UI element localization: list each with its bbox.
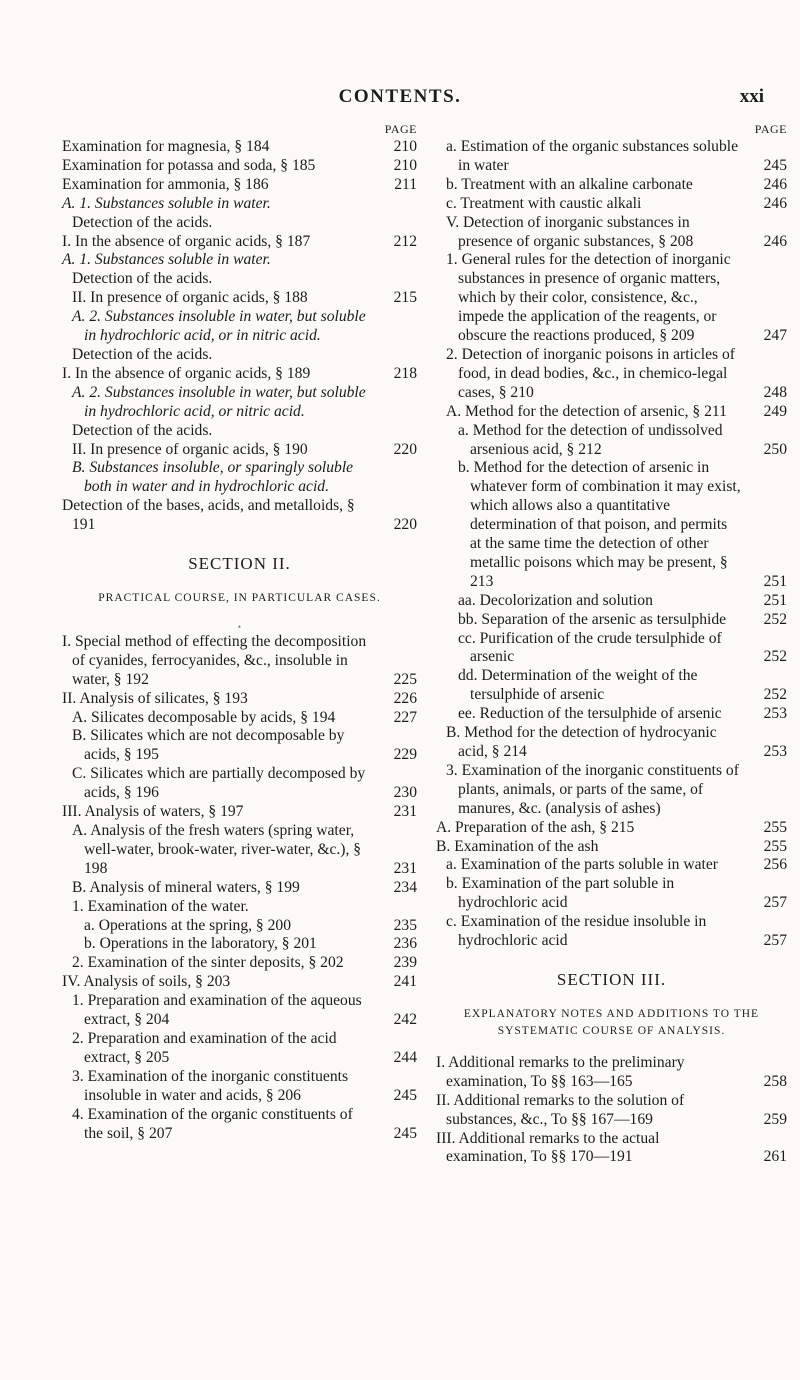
toc-entry-text: bb. Separation of the arsenic as tersulphide xyxy=(458,610,727,628)
toc-entry xyxy=(62,690,417,709)
toc-entry-text: 4. Examination of the organic constituents of the soil, § 207 xyxy=(72,1105,353,1142)
section-subtitle: PRACTICAL COURSE, IN PARTICULAR CASES. xyxy=(98,591,381,604)
toc-entry xyxy=(62,898,417,917)
toc-list xyxy=(62,633,417,1143)
toc-entry xyxy=(436,724,787,762)
toc-entry-page: 236 xyxy=(393,935,417,953)
toc-entry-text: b. Operations in the laboratory, § 201 xyxy=(84,935,317,953)
toc-entry xyxy=(436,1092,787,1130)
toc-entry xyxy=(436,195,787,214)
toc-entry-text: A. Method for the detection of arsenic, § 211 xyxy=(446,402,727,420)
toc-entry-page: 227 xyxy=(393,708,417,726)
toc-entry xyxy=(62,384,417,422)
toc-entry-page: 246 xyxy=(763,194,787,212)
toc-entry-page: 241 xyxy=(393,973,417,991)
toc-entry-page: 257 xyxy=(763,894,787,912)
toc-entry-page: 211 xyxy=(394,175,417,193)
toc-entry-page: 250 xyxy=(763,440,787,458)
toc-entry-page: 255 xyxy=(763,818,787,836)
toc-entry-text: dd. Determination of the weight of the tersulphide of arsenic xyxy=(458,667,698,704)
toc-entry xyxy=(62,973,417,992)
toc-entry xyxy=(436,611,787,630)
toc-entry xyxy=(62,992,417,1030)
toc-entry-text: Examination for magnesia, § 184 xyxy=(62,138,270,155)
toc-entry-text: 1. Examination of the water. xyxy=(72,897,249,915)
toc-entry-text: b. Method for the detection of arsenic in whatever form of combination it may exist, which allows also a quantitative determination of that poison, and permits at the same time the detection of other metallic poisons which may be present, § 213 xyxy=(458,459,741,590)
toc-entry xyxy=(436,819,787,838)
toc-entry-text: 1. General rules for the detection of inorganic substances in presence of organic matters, which by their color, consistence, &c., impede the application of the reagents, or obscure the reactions produced, § 209 xyxy=(446,251,731,345)
toc-entry xyxy=(436,403,787,422)
toc-entry-page: 251 xyxy=(763,572,787,590)
toc-list xyxy=(436,1054,787,1167)
toc-entry-text: Examination for ammonia, § 186 xyxy=(62,175,269,193)
toc-entry-text: II. In presence of organic acids, § 190 xyxy=(72,440,308,458)
toc-entry-page: 252 xyxy=(763,648,787,666)
toc-entry xyxy=(436,875,787,913)
toc-entry-page: 247 xyxy=(763,327,787,345)
toc-entry-page: 215 xyxy=(393,289,417,307)
toc-entry-page: 246 xyxy=(763,175,787,193)
toc-list xyxy=(436,138,787,951)
toc-entry xyxy=(62,709,417,728)
toc-entry-page: 234 xyxy=(393,878,417,896)
toc-entry-text: B. Examination of the ash xyxy=(436,837,599,855)
toc-entry-page: 253 xyxy=(763,743,787,760)
toc-entry-page: 261 xyxy=(763,1148,787,1166)
toc-entry xyxy=(436,667,787,705)
toc-list xyxy=(62,138,417,535)
toc-entry xyxy=(436,176,787,195)
toc-entry-text: Detection of the acids. xyxy=(72,213,213,231)
toc-entry-page: 230 xyxy=(393,784,417,802)
toc-entry-page: 231 xyxy=(393,859,417,877)
toc-entry xyxy=(436,838,787,857)
toc-entry-page: 229 xyxy=(393,746,417,764)
toc-entry-page: 225 xyxy=(393,670,417,688)
toc-entry xyxy=(62,917,417,936)
toc-entry xyxy=(62,822,417,879)
toc-entry-page: 245 xyxy=(393,1086,417,1104)
running-header xyxy=(0,86,800,110)
toc-entry xyxy=(62,441,417,460)
toc-entry-text: I. Additional remarks to the preliminary examination, To §§ 163—165 xyxy=(436,1053,685,1090)
toc-entry xyxy=(62,308,417,346)
toc-entry-page: 249 xyxy=(763,402,787,420)
toc-entry-text: B. Silicates which are not decomposable by acids, § 195 xyxy=(72,727,345,764)
toc-entry-text: V. Detection of inorganic substances in presence of organic substances, § 208 xyxy=(446,213,694,250)
toc-entry-text: I. In the absence of organic acids, § 189 xyxy=(62,364,311,382)
toc-entry-text: 2. Preparation and examination of the acid extract, § 205 xyxy=(72,1029,337,1066)
toc-entry xyxy=(62,727,417,765)
toc-entry-text: Examination for potassa and soda, § 185 xyxy=(62,156,316,174)
toc-entry-text: b. Treatment with an alkaline carbonate xyxy=(446,175,693,193)
page-number: xxi xyxy=(739,86,764,107)
toc-entry-page: 212 xyxy=(393,232,417,250)
toc-entry-page: 226 xyxy=(393,689,417,707)
toc-entry xyxy=(436,1054,787,1092)
toc-entry-text: A. 2. Substances insoluble in water, but soluble in hydrochloric acid, or in nitric acid. xyxy=(72,308,366,345)
toc-entry-text: a. Method for the detection of undissolved arsenious acid, § 212 xyxy=(458,421,723,458)
toc-entry-page: 246 xyxy=(763,232,787,250)
toc-entry xyxy=(62,803,417,822)
toc-entry-page: 245 xyxy=(763,156,787,174)
toc-entry-page: 210 xyxy=(393,138,417,155)
toc-entry-text: a. Estimation of the organic substances soluble in water xyxy=(446,138,739,174)
toc-entry xyxy=(62,459,417,497)
toc-entry xyxy=(436,1130,787,1168)
toc-entry xyxy=(436,592,787,611)
toc-entry xyxy=(436,214,787,252)
toc-entry-text: A. Preparation of the ash, § 215 xyxy=(436,818,635,836)
toc-entry-text: ee. Reduction of the tersulphide of arsenic xyxy=(458,705,722,723)
left-column xyxy=(62,120,417,1143)
page-column-label: PAGE xyxy=(754,122,787,136)
toc-entry xyxy=(62,1030,417,1068)
toc-entry-text: IV. Analysis of soils, § 203 xyxy=(62,973,231,991)
toc-entry xyxy=(62,233,417,252)
toc-entry xyxy=(62,176,417,195)
toc-entry-page: 259 xyxy=(763,1110,787,1128)
toc-entry-text: II. Additional remarks to the solution of substances, &c., To §§ 167—169 xyxy=(436,1091,685,1128)
section-subtitle: EXPLANATORY NOTES AND ADDITIONS TO THE SYSTEMATIC COURSE OF ANALYSIS. xyxy=(463,1007,760,1037)
toc-entry-page: 257 xyxy=(763,932,787,950)
toc-entry xyxy=(62,422,417,441)
page-title: CONTENTS. xyxy=(338,86,462,107)
toc-entry-page: 220 xyxy=(393,440,417,458)
toc-entry xyxy=(62,935,417,954)
toc-entry-page: 252 xyxy=(763,610,787,628)
toc-entry-text: 3. Examination of the inorganic constituents insoluble in water and acids, § 206 xyxy=(72,1067,349,1104)
toc-entry xyxy=(62,633,417,690)
toc-entry xyxy=(436,705,787,724)
toc-entry-text: A. 1. Substances soluble in water. xyxy=(62,194,271,212)
toc-entry-text: a. Examination of the parts soluble in water xyxy=(446,856,718,874)
toc-entry-text: A. 1. Substances soluble in water. xyxy=(62,251,271,269)
toc-entry xyxy=(62,497,417,535)
toc-entry-text: Detection of the acids. xyxy=(72,345,213,363)
toc-entry xyxy=(62,365,417,384)
toc-entry xyxy=(62,138,417,157)
toc-entry-page: 245 xyxy=(393,1124,417,1142)
toc-entry-text: c. Examination of the residue insoluble in hydrochloric acid xyxy=(446,913,707,950)
toc-entry-text: B. Analysis of mineral waters, § 199 xyxy=(72,878,300,896)
toc-entry-text: B. Substances insoluble, or sparingly soluble both in water and in hydrochloric acid. xyxy=(72,459,354,496)
section-heading: SECTION III. xyxy=(556,969,667,989)
section-heading: SECTION II. xyxy=(188,554,291,574)
toc-entry-page: 218 xyxy=(393,364,417,382)
toc-entry-text: c. Treatment with caustic alkali xyxy=(446,194,642,212)
toc-entry xyxy=(62,346,417,365)
toc-entry xyxy=(436,856,787,875)
toc-entry-text: II. In presence of organic acids, § 188 xyxy=(72,289,308,307)
toc-entry xyxy=(436,346,787,403)
toc-entry-text: C. Silicates which are partially decomposed by acids, § 196 xyxy=(72,765,366,802)
toc-entry-text: Detection of the bases, acids, and metalloids, § 191 xyxy=(62,497,355,534)
toc-entry-text: A. Silicates decomposable by acids, § 194 xyxy=(72,708,336,726)
toc-entry-page: 235 xyxy=(393,916,417,934)
toc-entry xyxy=(62,270,417,289)
toc-entry-text: cc. Purification of the crude tersulphide of arsenic xyxy=(458,629,722,666)
toc-entry xyxy=(436,630,787,668)
toc-entry-page: 253 xyxy=(763,705,787,723)
toc-entry-text: 2. Detection of inorganic poisons in articles of food, in dead bodies, &c., in chemico-legal cases, § 210 xyxy=(446,345,735,401)
toc-entry-page: 239 xyxy=(393,954,417,972)
toc-entry xyxy=(62,765,417,803)
toc-entry-text: A. 2. Substances insoluble in water, but soluble in hydrochloric acid, or nitric acid. xyxy=(72,383,366,420)
toc-entry-page: 252 xyxy=(763,686,787,704)
toc-entry-page: 244 xyxy=(393,1048,417,1066)
toc-entry-page: 220 xyxy=(393,516,417,534)
toc-entry-text: 2. Examination of the sinter deposits, § 202 xyxy=(72,954,344,972)
toc-entry-page: 256 xyxy=(763,856,787,874)
toc-entry xyxy=(62,251,417,270)
ornament: • xyxy=(237,621,242,632)
toc-entry-text: Detection of the acids. xyxy=(72,421,213,439)
toc-entry xyxy=(62,157,417,176)
toc-entry-page: 242 xyxy=(393,1011,417,1029)
toc-entry-text: II. Analysis of silicates, § 193 xyxy=(62,689,248,707)
toc-entry xyxy=(436,251,787,346)
toc-entry xyxy=(436,762,787,819)
toc-entry xyxy=(436,459,787,591)
toc-entry-text: A. Analysis of the fresh waters (spring water, well-water, brook-water, river-water, &c.), § 198 xyxy=(72,822,362,877)
toc-entry-text: I. Special method of effecting the decomposition of cyanides, ferrocyanides, &c., insoluble in water, § 192 xyxy=(62,632,367,688)
toc-entry xyxy=(62,879,417,898)
toc-entry-text: I. In the absence of organic acids, § 187 xyxy=(62,232,311,250)
toc-entry-text: aa. Decolorization and solution xyxy=(458,591,653,609)
toc-entry-text: III. Additional remarks to the actual examination, To §§ 170—191 xyxy=(436,1129,660,1166)
toc-entry-text: Detection of the acids. xyxy=(72,270,213,288)
toc-entry xyxy=(62,214,417,233)
toc-entry xyxy=(62,289,417,308)
toc-entry xyxy=(62,1068,417,1106)
toc-entry xyxy=(436,422,787,460)
toc-entry-text: b. Examination of the part soluble in hydrochloric acid xyxy=(446,875,675,912)
toc-entry-page: 231 xyxy=(393,803,417,821)
toc-entry-text: III. Analysis of waters, § 197 xyxy=(62,803,244,821)
toc-entry-page: 251 xyxy=(763,591,787,609)
toc-entry-page: 248 xyxy=(763,383,787,401)
toc-entry xyxy=(436,913,787,951)
toc-entry xyxy=(62,1106,417,1144)
toc-entry xyxy=(436,138,787,176)
toc-entry xyxy=(62,195,417,214)
toc-entry-page: 258 xyxy=(763,1072,787,1090)
toc-entry-page: 255 xyxy=(763,837,787,855)
toc-entry-text: B. Method for the detection of hydrocyanic acid, § 214 xyxy=(446,724,717,760)
toc-entry-page: 210 xyxy=(393,156,417,174)
toc-entry-text: 3. Examination of the inorganic constituents of plants, animals, or parts of the same, of manures, &c. (analysis of ashes) xyxy=(446,761,739,817)
right-column xyxy=(436,120,787,1167)
toc-entry-text: a. Operations at the spring, § 200 xyxy=(84,916,292,934)
toc-entry-text: 1. Preparation and examination of the aqueous extract, § 204 xyxy=(72,992,362,1029)
toc-entry xyxy=(62,954,417,973)
page-column-label: PAGE xyxy=(384,122,417,136)
